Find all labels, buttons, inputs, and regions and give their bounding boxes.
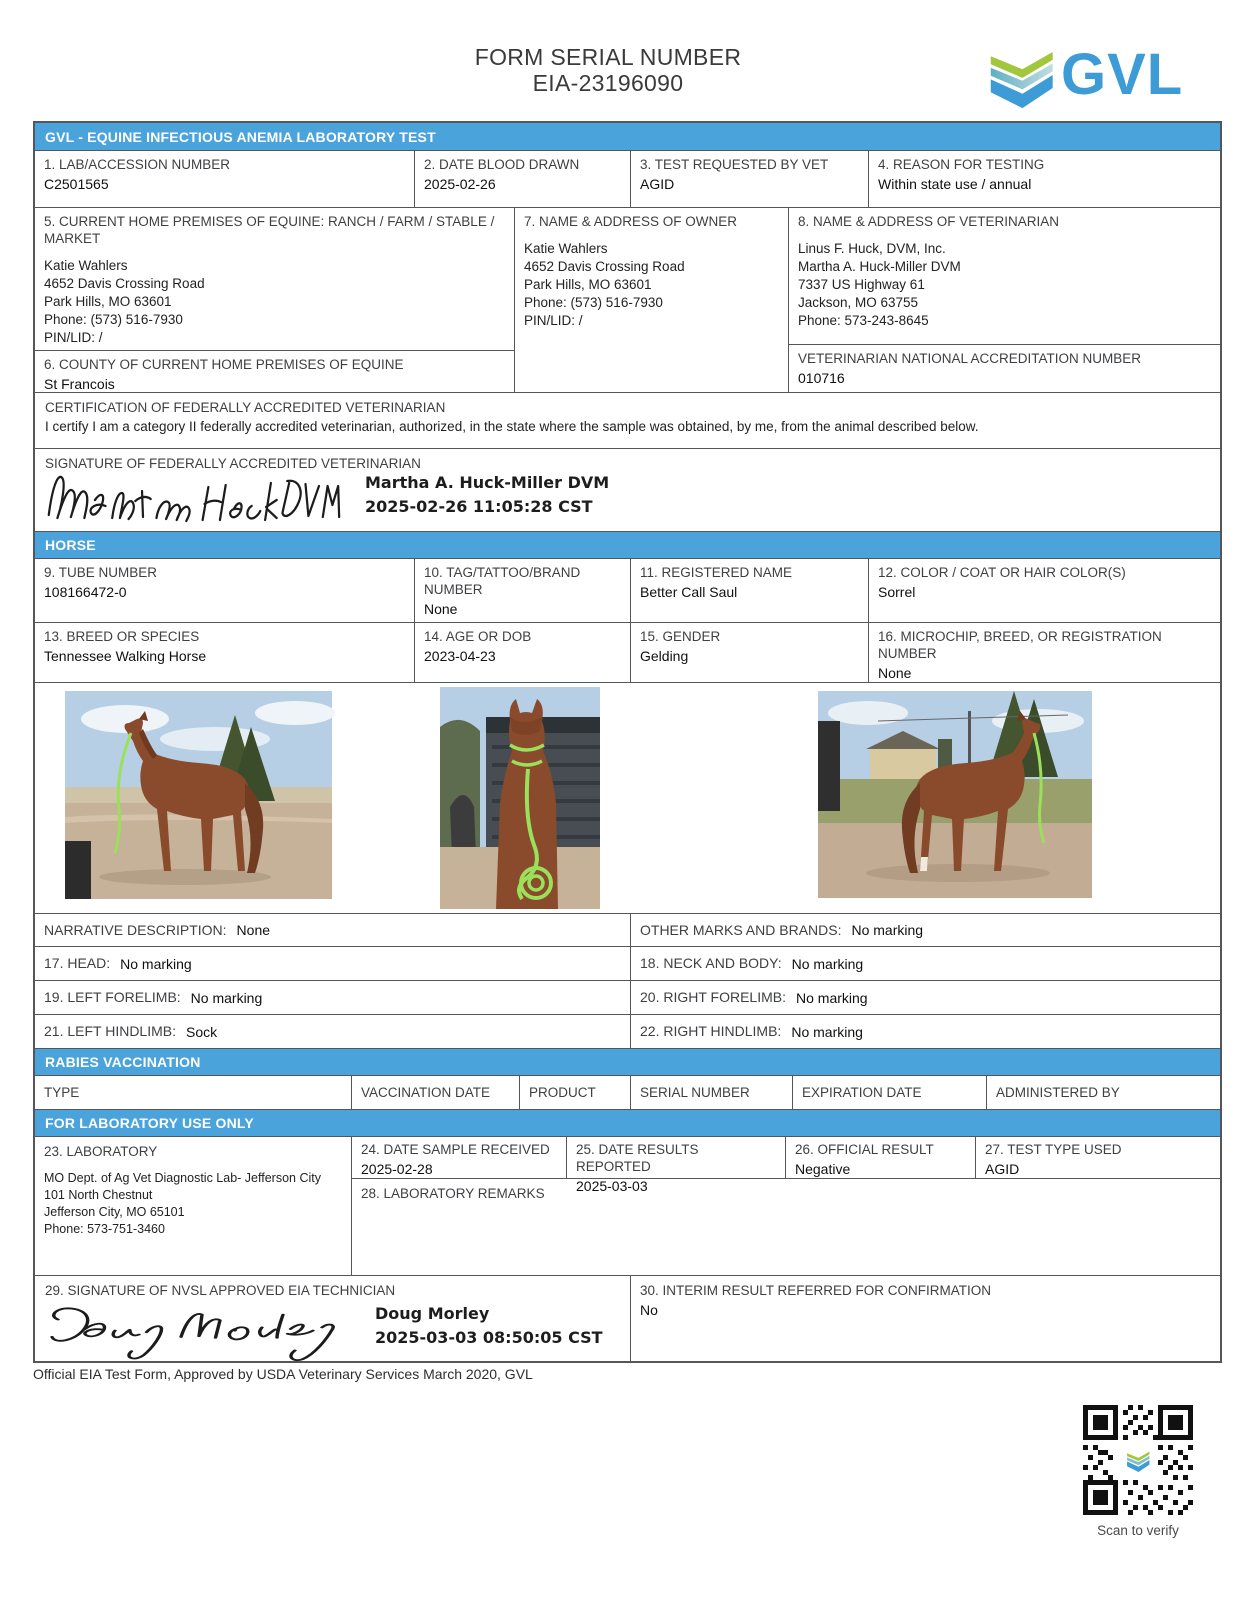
form-serial-number: EIA-23196090 [532,70,684,96]
field-label: 1. LAB/ACCESSION NUMBER [44,157,231,172]
address-line: Phone: 573-243-8645 [798,313,929,328]
field-label: OTHER MARKS AND BRANDS: [640,921,842,938]
verification-qr-block [1063,1405,1213,1538]
field-left-hindlimb [35,1015,630,1048]
owner-address [524,240,779,330]
field-value: 2023-04-23 [424,648,496,664]
field-value: Better Call Saul [640,584,738,600]
field-value: 010716 [798,370,845,386]
field-date-sample-received [352,1137,566,1178]
field-microchip [868,623,1220,682]
field-value: No marking [120,955,192,972]
field-value: AGID [640,176,675,192]
field-value: No marking [796,989,868,1006]
field-label: 24. DATE SAMPLE RECEIVED [361,1142,550,1157]
field-label: 23. LABORATORY [44,1144,158,1159]
horse-photos-row [35,682,1220,913]
eia-form-table [33,121,1222,1363]
field-label: 27. TEST TYPE USED [985,1142,1122,1157]
technician-signature-label: 29. SIGNATURE OF NVSL APPROVED EIA TECHNICIAN [45,1283,396,1298]
row-narrative [35,913,1220,946]
address-line: Jefferson City, MO 65101 [44,1205,185,1219]
field-label: 18. NECK AND BODY: [640,955,782,971]
field-value: No marking [791,1023,863,1040]
horse-photo-right-side [818,691,1092,898]
field-laboratory [35,1137,351,1275]
field-value: Tennessee Walking Horse [44,648,207,664]
rabies-col-vaccination-date: VACCINATION DATE [351,1076,519,1109]
horse-photo-front [440,687,600,909]
address-line: Phone: (573) 516-7930 [524,295,663,310]
field-value: St Francois [44,376,115,392]
field-value: None [236,922,271,938]
field-tube-number [35,559,414,622]
rabies-col-administered-by: ADMINISTERED BY [986,1076,1220,1109]
row-21-22 [35,1014,1220,1048]
field-right-hindlimb [630,1015,1220,1048]
field-label: 4. REASON FOR TESTING [878,157,1045,172]
field-narrative-description [35,914,630,946]
field-right-forelimb [630,981,1220,1014]
field-interim-result [630,1276,1220,1361]
field-gender [630,623,868,682]
field-value: Sorrel [878,584,916,600]
address-line: Phone: 573-751-3460 [44,1222,165,1236]
field-value: No marking [851,922,924,938]
section-band-test: GVL - EQUINE INFECTIOUS ANEMIA LABORATORY TEST [35,123,1220,150]
vet-signature-label: SIGNATURE OF FEDERALLY ACCREDITED VETERINARIAN [45,456,421,471]
technician-signature-timestamp: 2025-03-03 08:50:05 CST [375,1328,603,1347]
vet-signature-box [35,449,1220,531]
veterinarian-column [788,208,1220,392]
address-line: PIN/LID: / [44,330,103,345]
field-value: No [640,1302,658,1318]
field-value: No marking [791,955,864,972]
field-label: 14. AGE OR DOB [424,629,532,644]
address-line: Katie Wahlers [524,241,608,256]
rabies-col-product: PRODUCT [519,1076,630,1109]
address-line: 4652 Davis Crossing Road [44,276,205,291]
row-13-16 [35,622,1220,682]
vet-typed-signature [365,471,609,519]
field-veterinarian [789,208,1220,344]
field-label: 9. TUBE NUMBER [44,565,158,580]
field-label: 13. BREED OR SPECIES [44,629,200,644]
field-label: 10. TAG/TATTOO/BRAND NUMBER [424,565,581,597]
field-value: Sock [186,1023,218,1040]
field-value: 2025-03-03 [576,1178,648,1194]
field-coat-color [868,559,1220,622]
field-value: Within state use / annual [878,176,1032,192]
laboratory-address [44,1170,342,1238]
field-label: 17. HEAD: [44,955,111,971]
field-test-requested [630,151,868,207]
laboratory-results [351,1137,1220,1275]
address-line: Park Hills, MO 63601 [524,277,652,292]
form-serial-title: FORM SERIAL NUMBER [474,44,742,70]
address-line: 4652 Davis Crossing Road [524,259,685,274]
rabies-col-type: TYPE [44,1085,80,1100]
field-left-forelimb [35,981,630,1014]
field-label: 12. COLOR / COAT OR HAIR COLOR(S) [878,565,1126,580]
section-band-rabies: RABIES VACCINATION [35,1048,1220,1075]
laboratory-section [35,1136,1220,1275]
field-label: 20. RIGHT FORELIMB: [640,989,786,1005]
vet-handwritten-signature [43,463,343,525]
address-line: Katie Wahlers [44,258,128,273]
field-value: None [878,665,912,681]
technician-signature-box [35,1276,630,1361]
field-breed [35,623,414,682]
field-official-result [785,1137,975,1178]
address-line: Martha A. Huck-Miller DVM [798,259,961,274]
veterinarian-address [798,240,1211,330]
address-line: 101 North Chestnut [44,1188,153,1202]
field-label: 3. TEST REQUESTED BY VET [640,157,829,172]
vet-signed-name: Martha A. Huck-Miller DVM [365,473,610,492]
technician-handwritten-signature [43,1294,343,1364]
field-value: Gelding [640,648,689,664]
certification-statement [35,393,1220,448]
field-label: 11. REGISTERED NAME [640,565,793,580]
address-line: PIN/LID: / [524,313,583,328]
field-label: 16. MICROCHIP, BREED, OR REGISTRATION NUMBER [878,629,1162,661]
field-value: Negative [795,1161,851,1177]
row-29-30 [35,1275,1220,1361]
horse-photo-left-side [65,691,332,899]
gvl-logo-mark-icon [985,39,1057,111]
footer-approval-note: Official EIA Test Form, Approved by USDA Veterinary Services March 2020, GVL [33,1366,533,1382]
certification-title: CERTIFICATION OF FEDERALLY ACCREDITED VETERINARIAN [45,400,446,415]
field-label: NARRATIVE DESCRIPTION: [44,921,227,938]
field-value: No marking [190,989,263,1006]
field-label: 30. INTERIM RESULT REFERRED FOR CONFIRMATION [640,1283,992,1298]
field-value: C2501565 [44,176,109,192]
field-tag-tattoo-brand [414,559,630,622]
field-label: 6. COUNTY OF CURRENT HOME PREMISES OF EQUINE [44,357,404,372]
field-date-blood-drawn [414,151,630,207]
certification-text: I certify I am a category II federally accredited veterinarian, authorized, in the state where the sample was obtained, by me, from the animal described below. [45,419,979,434]
field-reason-for-testing [868,151,1220,207]
field-other-marks [630,914,1220,946]
rabies-table-header [35,1075,1220,1109]
field-county [35,350,514,398]
rabies-col-expiration-date: EXPIRATION DATE [792,1076,986,1109]
field-registered-name [630,559,868,622]
field-label: 26. OFFICIAL RESULT [795,1142,934,1157]
field-neck-body [630,947,1220,980]
address-line: Jackson, MO 63755 [798,295,919,310]
field-label: 25. DATE RESULTS REPORTED [576,1142,699,1174]
technician-signed-name: Doug Morley [375,1304,490,1323]
field-accreditation-number [789,344,1220,392]
section-band-laboratory: FOR LABORATORY USE ONLY [35,1109,1220,1136]
field-label: 5. CURRENT HOME PREMISES OF EQUINE: RANCH / FARM / STABLE / MARKET [44,214,495,246]
field-label: 15. GENDER [640,629,721,644]
address-line: Linus F. Huck, DVM, Inc. [798,241,946,256]
gvl-logo [985,38,1205,112]
address-line: 7337 US Highway 61 [798,277,925,292]
section-band-horse: HORSE [35,531,1220,558]
row-19-20 [35,980,1220,1014]
technician-typed-signature [375,1302,603,1350]
field-test-type-used [975,1137,1220,1178]
field-label: 19. LEFT FORELIMB: [44,989,181,1005]
field-date-results-reported [566,1137,785,1194]
field-value: None [424,601,458,617]
field-head [35,947,630,980]
row-17-18 [35,946,1220,980]
address-line: Phone: (573) 516-7930 [44,312,183,327]
field-label: 7. NAME & ADDRESS OF OWNER [524,214,738,229]
address-line: Park Hills, MO 63601 [44,294,172,309]
premises-address [44,257,505,347]
field-value: AGID [985,1161,1020,1177]
row-9-12 [35,558,1220,622]
row-5-8 [35,207,1220,392]
field-value: 2025-02-28 [361,1161,433,1177]
premises-county-column [35,208,514,392]
gvl-logo-text: GVL [1061,42,1184,107]
field-label: 8. NAME & ADDRESS OF VETERINARIAN [798,214,1060,229]
field-label: 2. DATE BLOOD DRAWN [424,157,580,172]
field-owner [514,208,788,392]
field-label: 28. LABORATORY REMARKS [361,1186,545,1201]
field-age-dob [414,623,630,682]
field-laboratory-remarks [352,1178,1220,1275]
vet-signature-timestamp: 2025-02-26 11:05:28 CST [365,497,593,516]
qr-caption: Scan to verify [1097,1523,1179,1538]
address-line: MO Dept. of Ag Vet Diagnostic Lab- Jefferson City [44,1171,321,1185]
field-label: VETERINARIAN NATIONAL ACCREDITATION NUMBER [798,351,1142,366]
field-lab-accession [35,151,414,207]
field-value: 2025-02-26 [424,176,496,192]
field-label: 21. LEFT HINDLIMB: [44,1023,177,1039]
row-1-4 [35,150,1220,207]
field-premises [35,208,514,350]
rabies-col-serial-number: SERIAL NUMBER [630,1076,792,1109]
field-value: 108166472-0 [44,584,127,600]
qr-code [1083,1405,1193,1515]
field-label: 22. RIGHT HINDLIMB: [640,1023,782,1039]
